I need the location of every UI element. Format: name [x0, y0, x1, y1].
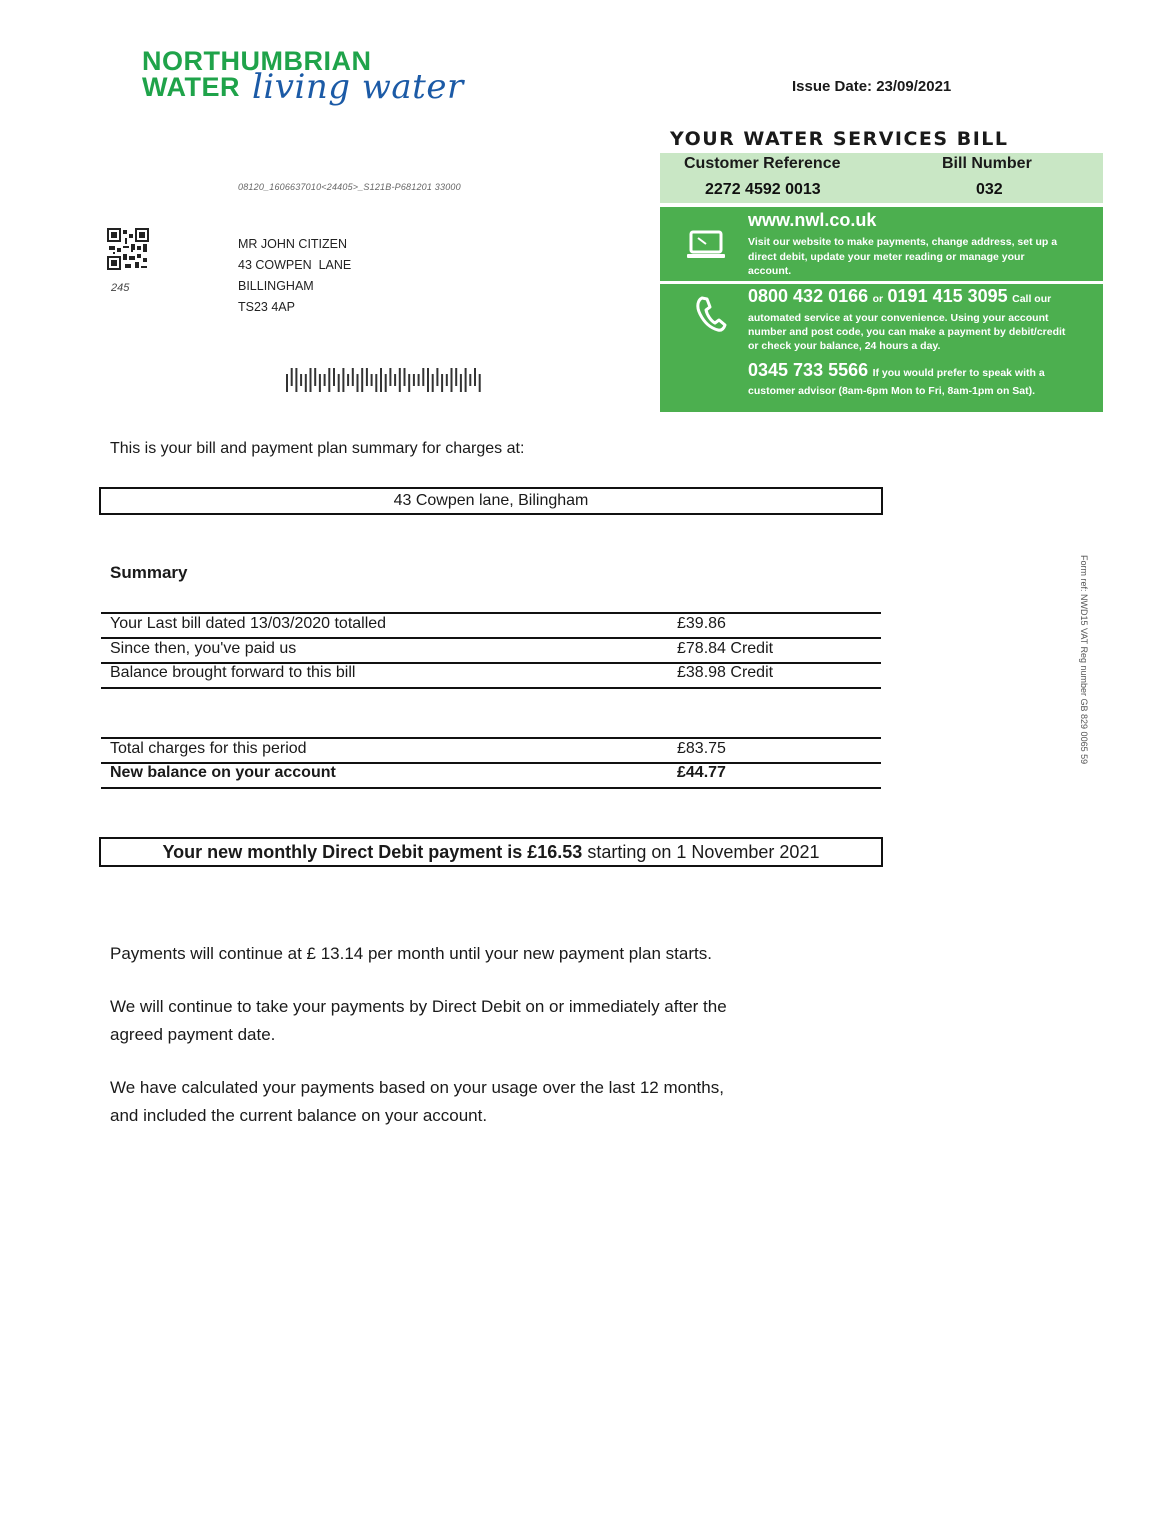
- phone-number-1[interactable]: 0800 432 0166: [748, 286, 869, 306]
- phone-text-line-1: automated service at your convenience. Using your account: [748, 312, 1049, 324]
- direct-debit-start-text: starting on 1 November 2021: [587, 842, 820, 862]
- barcode-bar: [291, 368, 293, 386]
- bill-number-label: Bill Number: [942, 155, 1032, 172]
- phone-or: or: [872, 293, 884, 305]
- phone-text-line-2: number and post code, you can make a payment by debit/credit: [748, 326, 1066, 338]
- mailing-address: [238, 234, 351, 318]
- barcode-bar: [479, 374, 481, 392]
- customer-reference-value: 2272 4592 0013: [705, 181, 821, 198]
- sequence-number: 245: [111, 282, 130, 294]
- website-panel: [660, 207, 1103, 281]
- barcode-bar: [422, 368, 424, 386]
- totals-row-value: £83.75: [677, 740, 726, 757]
- address-line-2: 43 COWPEN LANE: [238, 258, 352, 272]
- barcode-bar: [375, 374, 377, 392]
- laptop-icon: [686, 229, 726, 261]
- payment-continue-text: Payments will continue at £ 13.14 per month until your new payment plan starts.: [110, 944, 712, 963]
- barcode-bar: [436, 368, 438, 386]
- logo-tagline: living water: [252, 67, 464, 107]
- advisor-text-line-1: If you would prefer to speak with a: [872, 367, 1045, 379]
- bill-title: YOUR WATER SERVICES BILL: [670, 128, 1009, 150]
- barcode-bar: [385, 374, 387, 392]
- barcode-bar: [408, 374, 410, 392]
- mailing-code-line: 08120_1606637010<24405>_S121B-P681201 33000: [238, 182, 461, 192]
- logo-line-northumbrian: NORTHUMBRIAN: [142, 46, 372, 76]
- customer-reference-label: Customer Reference: [684, 155, 841, 172]
- barcode-bar: [328, 368, 330, 392]
- advisor-text-line-2: customer advisor (8am-6pm Mon to Fri, 8am-1pm on Sat).: [748, 385, 1036, 397]
- address-line-3: BILLINGHAM: [238, 279, 314, 293]
- reference-panel: [660, 153, 1103, 203]
- direct-debit-info-line-1: We will continue to take your payments by Direct Debit on or immediately after the: [110, 997, 727, 1016]
- address-line-1: MR JOHN CITIZEN: [238, 237, 348, 251]
- summary-row-label: Your Last bill dated 13/03/2020 totalled: [110, 615, 387, 632]
- phone-text-line-3: or check your balance, 24 hours a day.: [748, 340, 941, 352]
- postal-barcode-icon: [286, 368, 486, 397]
- barcode-bar: [455, 368, 457, 386]
- new-balance-value: £44.77: [677, 764, 726, 781]
- barcode-bar: [319, 374, 321, 392]
- summary-rule: [101, 687, 881, 689]
- website-text-line-3: account.: [748, 265, 792, 277]
- barcode-bar: [371, 374, 373, 386]
- barcode-bar: [366, 368, 368, 386]
- barcode-bar: [469, 374, 471, 386]
- intro-text: This is your bill and payment plan summary for charges at:: [110, 440, 525, 457]
- barcode-bar: [404, 368, 406, 386]
- barcode-bar: [295, 368, 297, 392]
- barcode-bar: [389, 368, 391, 386]
- barcode-bar: [465, 368, 467, 392]
- phone-number-3[interactable]: 0345 733 5566: [748, 360, 869, 380]
- logo-line-water: WATER: [142, 72, 240, 102]
- website-text-line-2: direct debit, update your meter reading or manage your: [748, 251, 1025, 263]
- summary-heading: Summary: [110, 563, 188, 582]
- barcode-bar: [432, 374, 434, 392]
- direct-debit-info-line-2: agreed payment date.: [110, 1025, 276, 1044]
- website-link[interactable]: www.nwl.co.uk: [748, 210, 877, 230]
- barcode-bar: [342, 368, 344, 392]
- phone-icon: [694, 294, 728, 334]
- totals-row: [101, 738, 881, 762]
- barcode-bar: [357, 374, 359, 392]
- barcode-bar: [399, 368, 401, 392]
- direct-debit-amount-text: Your new monthly Direct Debit payment is £16.53: [162, 842, 583, 862]
- barcode-bar: [314, 368, 316, 386]
- qr-code-icon: [107, 228, 149, 270]
- phone-line: [748, 286, 1051, 307]
- barcode-bar: [451, 368, 453, 392]
- new-balance-row: [101, 762, 881, 786]
- phone-call-our: Call our: [1012, 293, 1052, 305]
- barcode-bar: [324, 374, 326, 386]
- barcode-bar: [338, 374, 340, 392]
- direct-debit-box: [99, 837, 883, 867]
- phone-panel: [660, 284, 1103, 412]
- calculation-info-line-2: and included the current balance on your account.: [110, 1106, 488, 1125]
- issue-date: Issue Date: 23/09/2021: [792, 78, 952, 95]
- barcode-bar: [446, 374, 448, 386]
- barcode-bar: [310, 368, 312, 392]
- calculation-info-line-1: We have calculated your payments based on your usage over the last 12 months,: [110, 1078, 724, 1097]
- barcode-bar: [300, 374, 302, 386]
- summary-row-label: Balance brought forward to this bill: [110, 664, 356, 681]
- address-line-4: TS23 4AP: [238, 300, 295, 314]
- barcode-bar: [413, 374, 415, 386]
- barcode-bar: [427, 368, 429, 392]
- barcode-bar: [474, 368, 476, 386]
- barcode-bar: [460, 374, 462, 392]
- side-reference-text-label: Form ref: NWD15 VAT Reg number GB 829 0065 59: [1079, 555, 1089, 765]
- summary-row: [101, 613, 881, 637]
- summary-row: [101, 638, 881, 662]
- summary-row-label: Since then, you've paid us: [110, 640, 297, 657]
- totals-row-label: Total charges for this period: [110, 740, 307, 757]
- barcode-bar: [286, 374, 288, 392]
- barcode-bar: [380, 368, 382, 392]
- new-balance-label: New balance on your account: [110, 764, 336, 781]
- totals-rule: [101, 787, 881, 789]
- summary-row-value: £38.98 Credit: [677, 664, 774, 681]
- property-address-box: 43 Cowpen lane, Bilingham: [99, 487, 883, 515]
- phone-number-2[interactable]: 0191 415 3095: [887, 286, 1008, 306]
- barcode-bar: [352, 368, 354, 386]
- barcode-bar: [347, 374, 349, 386]
- side-reference-text: [1075, 555, 1093, 805]
- advisor-line: [748, 360, 1045, 381]
- barcode-bar: [305, 374, 307, 392]
- barcode-bar: [441, 374, 443, 392]
- barcode-bar: [361, 368, 363, 392]
- barcode-bar: [394, 374, 396, 386]
- website-text-line-1: Visit our website to make payments, change address, set up a: [748, 236, 1058, 248]
- bill-number-value: 032: [976, 181, 1003, 198]
- summary-row: [101, 662, 881, 686]
- barcode-bar: [418, 374, 420, 386]
- summary-row-value: £39.86: [677, 615, 726, 632]
- summary-row-value: £78.84 Credit: [677, 640, 774, 657]
- barcode-bar: [333, 368, 335, 386]
